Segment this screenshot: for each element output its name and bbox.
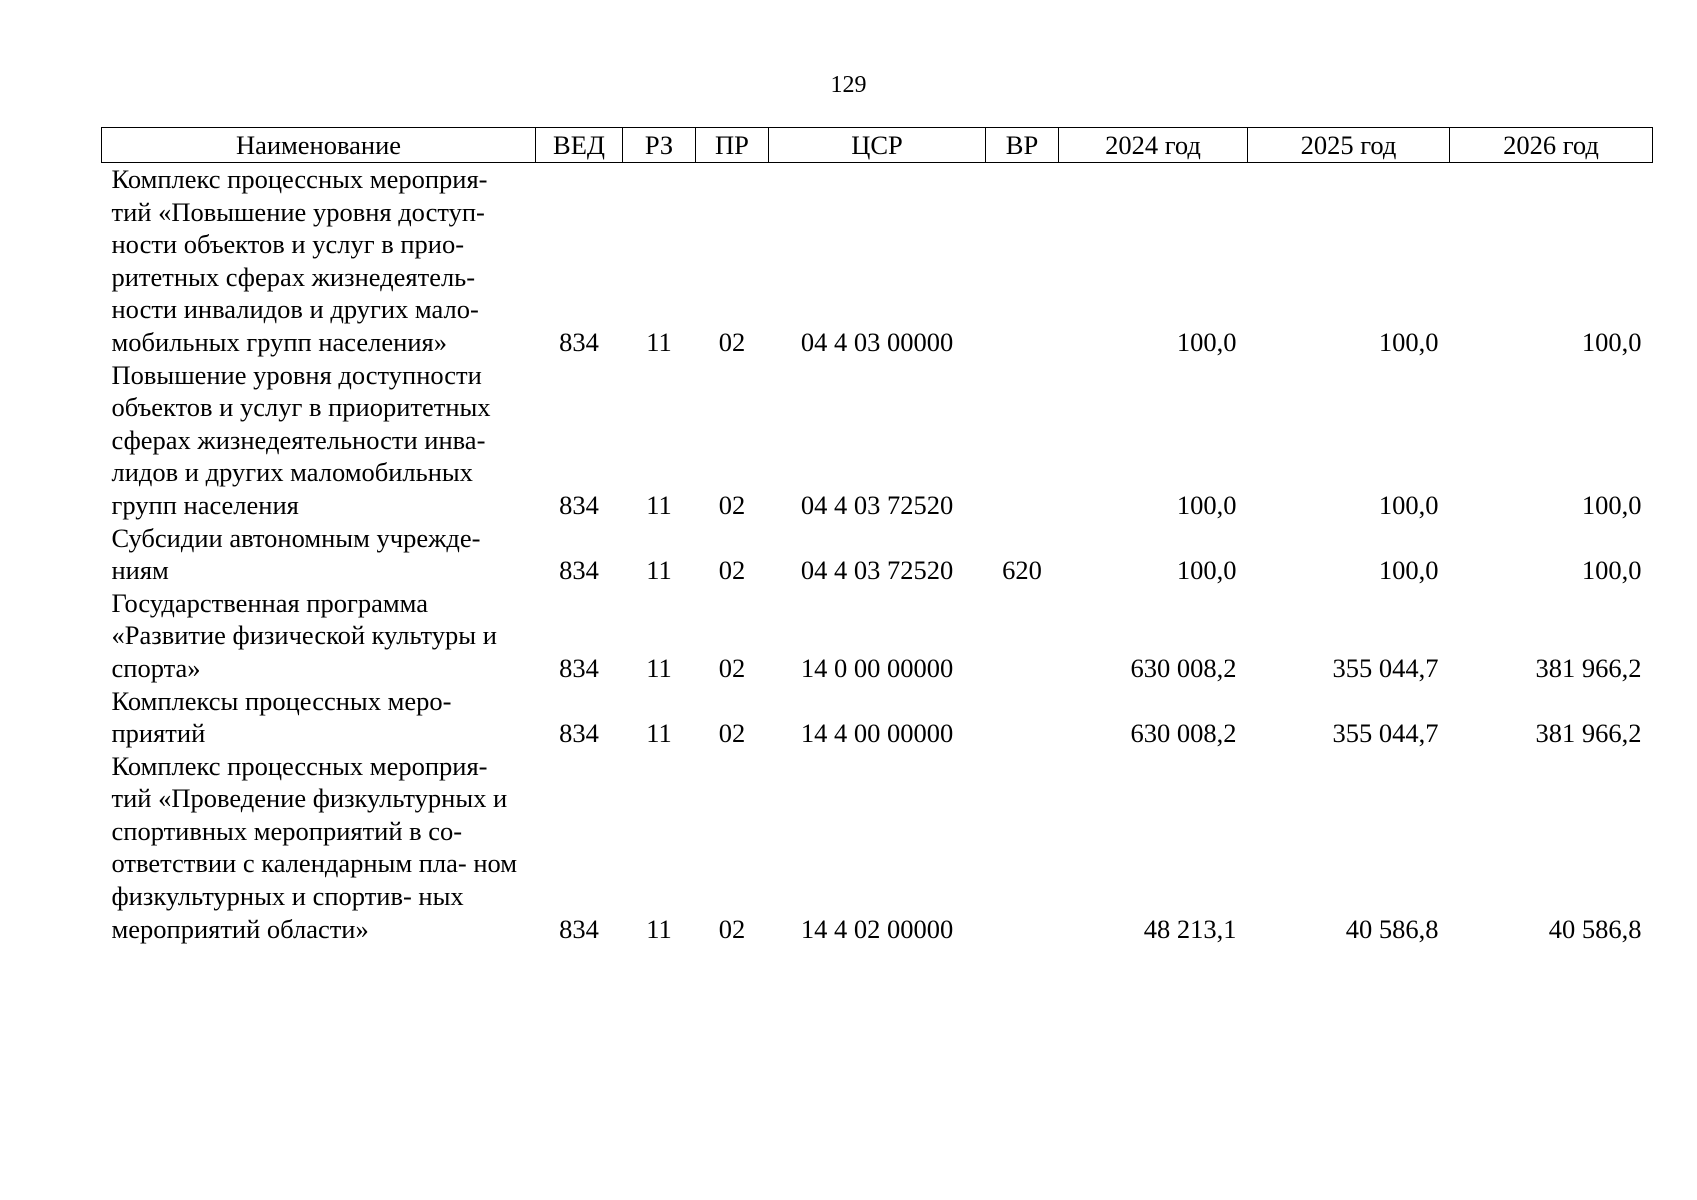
row-2026: 100,0 xyxy=(1581,326,1642,357)
row-vr xyxy=(986,587,1059,685)
row-rz: 11 xyxy=(646,326,672,357)
row-2024: 100,0 xyxy=(1176,326,1237,357)
row-2025: 100,0 xyxy=(1378,326,1439,357)
row-pr: 02 xyxy=(718,326,746,357)
row-2026: 40 586,8 xyxy=(1548,913,1642,944)
header-2025: 2025 год xyxy=(1248,128,1450,163)
table-row xyxy=(102,587,1653,685)
row-vr xyxy=(986,685,1059,750)
budget-table xyxy=(101,127,1653,945)
row-csr: 14 0 00 00000 xyxy=(800,652,954,683)
header-rz: РЗ xyxy=(623,128,696,163)
row-name: Комплекс процессных мероприя- тий «Проведение физкультурных и спортивных мероприятий в со- ответствии с календарным пла- ном физкультурных и спортив- ных мероприятий области» xyxy=(111,750,518,944)
header-2026: 2026 год xyxy=(1450,128,1653,163)
header-2024: 2024 год xyxy=(1059,128,1248,163)
row-2025: 100,0 xyxy=(1378,555,1439,586)
header-ved: ВЕД xyxy=(536,128,623,163)
row-ved: 834 xyxy=(559,489,599,520)
header-vr: ВР xyxy=(986,128,1059,163)
row-2026: 381 966,2 xyxy=(1535,718,1642,749)
page-number: 129 xyxy=(830,72,867,98)
row-rz: 11 xyxy=(646,718,672,749)
row-ved: 834 xyxy=(559,555,599,586)
row-csr: 04 4 03 00000 xyxy=(800,326,954,357)
row-pr: 02 xyxy=(718,913,746,944)
table-header xyxy=(102,128,1653,163)
row-csr: 04 4 03 72520 xyxy=(800,555,954,586)
row-2026: 100,0 xyxy=(1581,555,1642,586)
row-ved: 834 xyxy=(559,718,599,749)
row-ved: 834 xyxy=(559,652,599,683)
header-name: Наименование xyxy=(102,128,536,163)
row-csr: 04 4 03 72520 xyxy=(800,489,954,520)
row-pr: 02 xyxy=(718,555,746,586)
row-csr: 14 4 00 00000 xyxy=(800,718,954,749)
row-rz: 11 xyxy=(646,489,672,520)
row-2024: 48 213,1 xyxy=(1143,913,1237,944)
header-csr: ЦСР xyxy=(769,128,986,163)
row-ved: 834 xyxy=(559,913,599,944)
header-pr: ПР xyxy=(696,128,769,163)
row-rz: 11 xyxy=(646,913,672,944)
row-2026: 381 966,2 xyxy=(1535,652,1642,683)
row-2025: 40 586,8 xyxy=(1345,913,1439,944)
row-pr: 02 xyxy=(718,489,746,520)
table-row xyxy=(102,163,1653,359)
row-ved: 834 xyxy=(559,326,599,357)
row-name: Государственная программа «Развитие физической культуры и спорта» xyxy=(111,587,497,683)
row-2024: 100,0 xyxy=(1176,555,1237,586)
row-2025: 355 044,7 xyxy=(1332,718,1439,749)
row-rz: 11 xyxy=(646,652,672,683)
row-name: Субсидии автономным учрежде- ниям xyxy=(111,522,481,586)
row-2025: 355 044,7 xyxy=(1332,652,1439,683)
row-name: Повышение уровня доступности объектов и услуг в приоритетных сферах жизнедеятельности инва- лидов и других маломобильных групп населения xyxy=(111,359,491,520)
row-2025: 100,0 xyxy=(1378,489,1439,520)
row-2024: 630 008,2 xyxy=(1130,718,1237,749)
row-vr xyxy=(986,750,1059,946)
row-vr xyxy=(986,163,1059,359)
row-rz: 11 xyxy=(646,555,672,586)
row-pr: 02 xyxy=(718,652,746,683)
row-name: Комплексы процессных меро- приятий xyxy=(111,685,452,749)
row-vr xyxy=(986,359,1059,522)
table-body xyxy=(102,163,1653,946)
row-2024: 100,0 xyxy=(1176,489,1237,520)
row-csr: 14 4 02 00000 xyxy=(800,913,954,944)
table-row xyxy=(102,750,1653,946)
header-row xyxy=(102,128,1653,163)
row-pr: 02 xyxy=(718,718,746,749)
row-2024: 630 008,2 xyxy=(1130,652,1237,683)
row-vr: 620 xyxy=(1002,555,1042,586)
table-row xyxy=(102,685,1653,750)
table-row xyxy=(102,522,1653,587)
row-2026: 100,0 xyxy=(1581,489,1642,520)
row-name: Комплекс процессных мероприя- тий «Повышение уровня доступ- ности объектов и услуг в прио- ритетных сферах жизнедеятель- ности инвалидов и других мало- мобильных групп населения» xyxy=(111,164,488,357)
table-row xyxy=(102,359,1653,522)
